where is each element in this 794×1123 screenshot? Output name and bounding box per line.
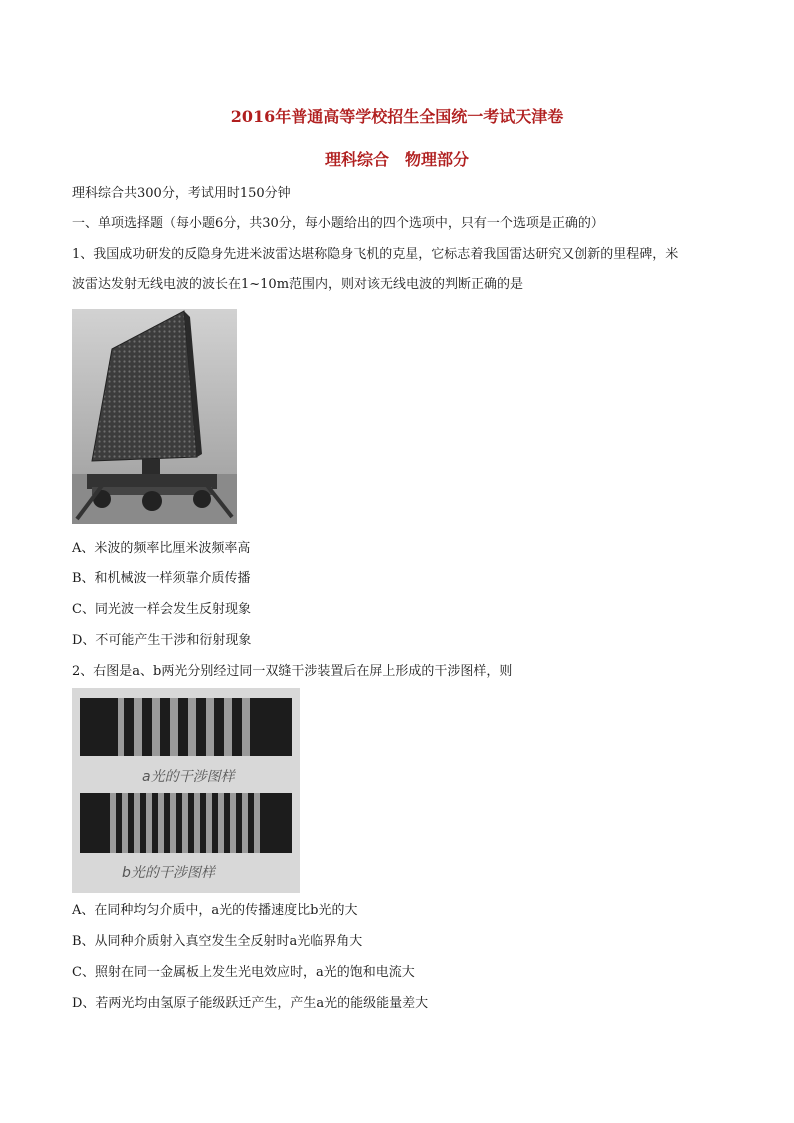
page-title: 2016年普通高等学校招生全国统一考试天津卷 bbox=[230, 107, 564, 126]
b-fringe-pattern bbox=[80, 793, 292, 853]
q1-stem-line1: 1、我国成功研发的反隐身先进米波雷达堪称隐身飞机的克星，它标志着我国雷达研究又创新的里程碑，米 bbox=[72, 247, 679, 262]
q1-option-a: A、米波的频率比厘米波频率高 bbox=[72, 541, 251, 556]
q2-option-b: B、从同种介质射入真空发生全反射时a光临界角大 bbox=[72, 934, 363, 949]
radar-illustration bbox=[72, 309, 237, 524]
interference-patterns-photo bbox=[72, 688, 300, 893]
page-subtitle: 理科综合 物理部分 bbox=[324, 150, 469, 169]
q1-stem-line2: 波雷达发射无线电波的波长在1~10m范围内，则对该无线电波的判断正确的是 bbox=[72, 277, 524, 292]
radar-photo bbox=[72, 309, 237, 524]
a-pattern-caption: a光的干涉图样 bbox=[142, 769, 235, 785]
a-fringe-pattern bbox=[80, 698, 292, 756]
q1-option-d: D、不可能产生干涉和衍射现象 bbox=[72, 633, 252, 648]
q2-stem: 2、右图是a、b两光分别经过同一双缝干涉装置后在屏上形成的干涉图样，则 bbox=[72, 664, 513, 679]
exam-intro: 理科综合共300分，考试用时150分钟 bbox=[72, 186, 291, 201]
q2-option-a: A、在同种均匀介质中，a光的传播速度比b光的大 bbox=[72, 903, 358, 918]
b-pattern-caption: b光的干涉图样 bbox=[122, 865, 215, 881]
q2-option-d: D、若两光均由氢原子能级跃迁产生，产生a光的能级能量差大 bbox=[72, 996, 429, 1011]
section-heading: 一、单项选择题（每小题6分，共30分，每小题给出的四个选项中，只有一个选项是正确的） bbox=[72, 216, 604, 231]
q1-option-b: B、和机械波一样须靠介质传播 bbox=[72, 571, 251, 586]
q1-option-c: C、同光波一样会发生反射现象 bbox=[72, 602, 251, 617]
q2-option-c: C、照射在同一金属板上发生光电效应时，a光的饱和电流大 bbox=[72, 965, 415, 980]
